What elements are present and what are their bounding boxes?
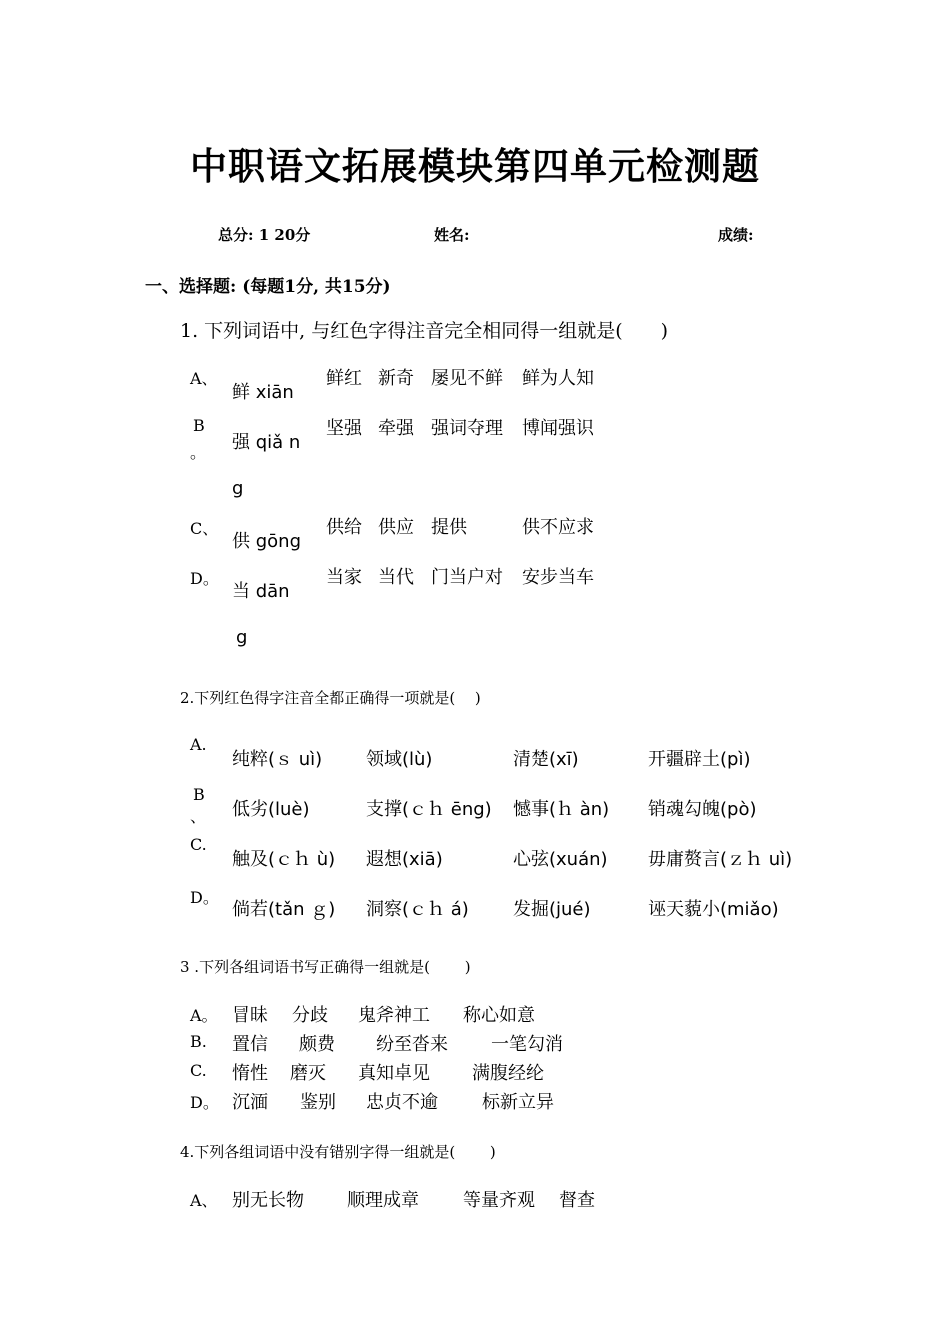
q2-option-d-item: 倘若(tǎn ｇ)	[232, 899, 336, 920]
page-title: 中职语文拓展模块第四单元检测题	[190, 145, 760, 188]
q3-option-d-item: 鉴别	[300, 1092, 336, 1113]
q4-option-a-item: 别无长物	[232, 1190, 304, 1211]
question-2: 2.下列红色得字注音全都正确得一项就是( )	[180, 689, 481, 707]
q3-option-a-letter: A。	[190, 1006, 218, 1025]
q2-option-c-item: 触及(ｃｈ ù)	[232, 849, 336, 870]
q1-option-c-word: 供不应求	[522, 517, 594, 538]
name-label: 姓名:	[434, 226, 470, 244]
q4-option-a-item: 顺理成章	[347, 1190, 419, 1211]
q2-option-a-item: 开疆辟土(pì)	[648, 749, 751, 770]
q3-option-b-item: 颇费	[299, 1034, 335, 1055]
q1-option-c-pinyin: 供 gōng	[232, 531, 301, 552]
q2-option-a-item: 清楚(xī)	[513, 749, 579, 770]
q2-option-d-item: 洞察(ｃｈ á)	[366, 899, 469, 920]
q4-option-a-item: 等量齐观	[463, 1190, 535, 1211]
q2-option-a-item: 纯粹(ｓ uì)	[232, 749, 323, 770]
q1-option-d-word: 门当户对	[431, 567, 503, 588]
q1-option-a-word: 鲜红	[326, 368, 362, 389]
q3-option-c-item: 满腹经纶	[472, 1063, 544, 1084]
q2-option-c-item: 遐想(xiā)	[366, 849, 443, 870]
q1-option-b-pinyin-cont: g	[232, 478, 244, 499]
q3-option-b-item: 一笔勾消	[491, 1034, 563, 1055]
q3-option-b-letter: B.	[190, 1032, 207, 1051]
q2-option-d-item: 发掘(jué)	[513, 899, 591, 920]
q1-option-b-letter: B	[193, 416, 205, 435]
q2-option-b-letter: B	[193, 785, 205, 804]
q2-option-c-item: 心弦(xuán)	[513, 849, 608, 870]
section-heading: 一、选择题: (每题1分, 共15分)	[145, 277, 391, 297]
q3-option-b-item: 纷至沓来	[376, 1034, 448, 1055]
q3-option-a-item: 称心如意	[463, 1005, 535, 1026]
q3-option-d-item: 忠贞不逾	[366, 1092, 438, 1113]
q3-option-d-letter: D。	[190, 1093, 219, 1112]
question-3: 3 .下列各组词语书写正确得一组就是( )	[180, 958, 471, 976]
q2-option-a-item: 领域(lù)	[366, 749, 433, 770]
total-score-label: 总分: 1 20分	[218, 226, 311, 244]
q4-option-a-item: 督查	[559, 1190, 595, 1211]
q1-option-d-word: 当家	[326, 567, 362, 588]
score-label: 成绩:	[718, 226, 754, 244]
q3-option-c-item: 真知卓见	[358, 1063, 430, 1084]
q3-option-d-item: 沉湎	[232, 1092, 268, 1113]
q2-option-b-item: 憾事(ｈ àn)	[513, 799, 610, 820]
q2-option-d-item: 诬天藐小(miǎo)	[648, 899, 779, 920]
q1-option-c-letter: C、	[190, 519, 219, 538]
q1-option-b-word: 牵强	[378, 418, 414, 439]
q1-option-c-word: 供给	[326, 517, 362, 538]
q1-option-a-pinyin: 鲜 xiān	[232, 382, 294, 403]
q1-option-a-word: 屡见不鲜	[431, 368, 503, 389]
q4-option-a-letter: A、	[190, 1191, 218, 1210]
q2-option-c-item: 毋庸赘言(ｚｈ uì)	[648, 849, 793, 870]
q3-option-a-item: 分歧	[292, 1005, 328, 1026]
q1-option-d-word: 当代	[378, 567, 414, 588]
q2-option-a-letter: A.	[190, 735, 207, 754]
question-1: 1. 下列词语中, 与红色字得注音完全相同得一组就是( )	[180, 320, 669, 342]
q3-option-d-item: 标新立异	[482, 1092, 554, 1113]
q2-option-d-letter: D。	[190, 888, 219, 907]
q1-option-b-word: 坚强	[326, 418, 362, 439]
q1-option-d-pinyin-cont: g	[236, 627, 248, 648]
question-4: 4.下列各组词语中没有错别字得一组就是( )	[180, 1143, 496, 1161]
q3-option-a-item: 冒昧	[232, 1005, 268, 1026]
q2-option-b-mark: 、	[190, 807, 207, 826]
q2-option-c-letter: C.	[190, 835, 207, 854]
q1-option-b-mark: 。	[190, 443, 207, 462]
q2-option-b-item: 低劣(luè)	[232, 799, 310, 820]
q1-option-c-word: 供应	[378, 517, 414, 538]
q3-option-c-item: 惰性	[232, 1063, 268, 1084]
q1-option-b-pinyin: 强 qiǎ n	[232, 432, 301, 453]
q1-option-b-word: 博闻强识	[522, 418, 594, 439]
q1-option-b-word: 强词夺理	[431, 418, 503, 439]
q3-option-b-item: 置信	[232, 1034, 268, 1055]
q1-option-a-word: 鲜为人知	[522, 368, 594, 389]
q2-option-b-item: 销魂勾魄(pò)	[648, 799, 757, 820]
q1-option-a-word: 新奇	[378, 368, 414, 389]
q1-option-a-letter: A、	[190, 369, 218, 388]
q3-option-c-letter: C.	[190, 1061, 207, 1080]
q2-option-b-item: 支撑(ｃｈ ēng)	[366, 799, 492, 820]
q3-option-c-item: 磨灭	[290, 1063, 326, 1084]
q1-option-d-pinyin: 当 dān	[232, 581, 290, 602]
q3-option-a-item: 鬼斧神工	[358, 1005, 430, 1026]
q1-option-c-word: 提供	[431, 517, 467, 538]
q1-option-d-word: 安步当车	[522, 567, 594, 588]
q1-option-d-letter: D。	[190, 569, 219, 588]
